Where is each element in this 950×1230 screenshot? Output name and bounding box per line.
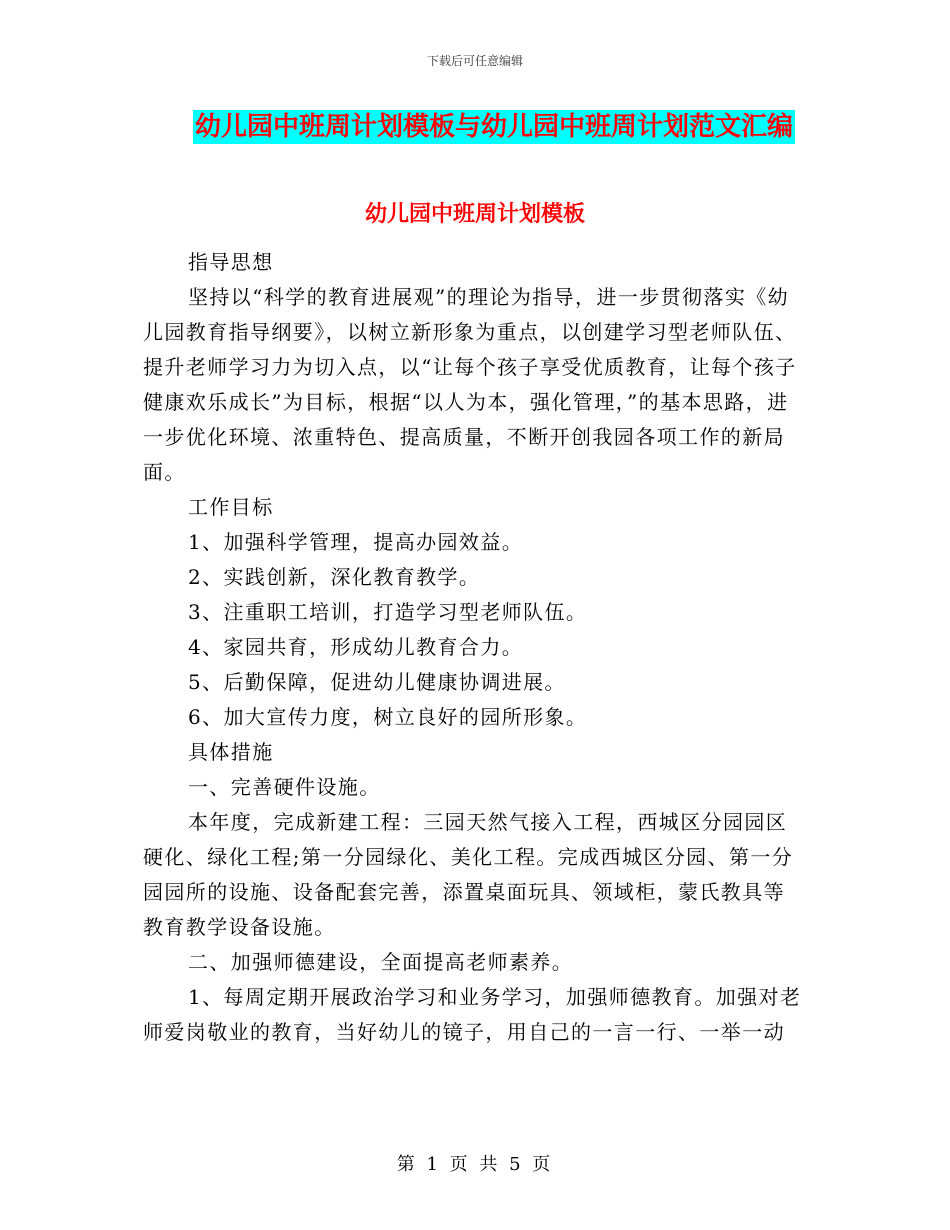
list-item-goal-3: 3、注重职工培训，打造学习型老师队伍。 (188, 600, 588, 624)
paragraph-heading-hardware: 一、完善硬件设施。 (188, 775, 381, 799)
list-item-goal-2: 2、实践创新，深化教育教学。 (188, 565, 481, 589)
page-footer: 第 1 页 共 5 页 (396, 1154, 554, 1175)
paragraph-heading-ethics: 二、加强师德建设，全面提高老师素养。 (188, 950, 574, 974)
list-item-goal-6: 6、加大宣传力度，树立良好的园所形象。 (188, 705, 588, 729)
paragraph-heading-measures: 具体措施 (188, 740, 274, 764)
list-item-goal-4: 4、家园共育，形成幼儿教育合力。 (188, 635, 524, 659)
paragraph-guiding-ideology: 坚持以“科学的教育进展观”的理论为指导，进一步贯彻落实《幼儿园教育指导纲要》，以树立新形象为重点，以创建学习型老师队伍、提升老师学习力为切入点，以“让每个孩子享受优质教育，让每个孩子健康欢乐成长”为目标，根据“以人为本，强化管理，”的基本思路，进一步优化环境、浓重特色、提高质量，不断开创我园各项工作的新局面。 (143, 285, 797, 484)
page-header-note: 下载后可任意编辑 (426, 54, 523, 68)
paragraph-ethics-1: 1、每周定期开展政治学习和业务学习，加强师德教育。加强对老师爱岗敬业的教育，当好幼儿的镜子，用自己的一言一行、一举一动 (143, 985, 802, 1044)
document-title: 幼儿园中班周计划模板与幼儿园中班周计划范文汇编 (195, 112, 794, 142)
paragraph-hardware: 本年度，完成新建工程：三园天然气接入工程，西城区分园园区硬化、绿化工程;第一分园绿化、美化工程。完成西城区分园、第一分园园所的设施、设备配套完善，添置桌面玩具、领域柜，蒙氏教具等教育教学设备设施。 (143, 810, 794, 939)
document-body (143, 245, 803, 1050)
paragraph-heading-work-goals: 工作目标 (188, 495, 274, 519)
list-item-goal-1: 1、加强科学管理，提高办园效益。 (188, 530, 524, 554)
section-title: 幼儿园中班周计划模板 (364, 201, 585, 227)
paragraph-heading-guiding-ideology: 指导思想 (188, 250, 274, 274)
list-item-goal-5: 5、后勤保障，促进幼儿健康协调进展。 (188, 670, 566, 694)
